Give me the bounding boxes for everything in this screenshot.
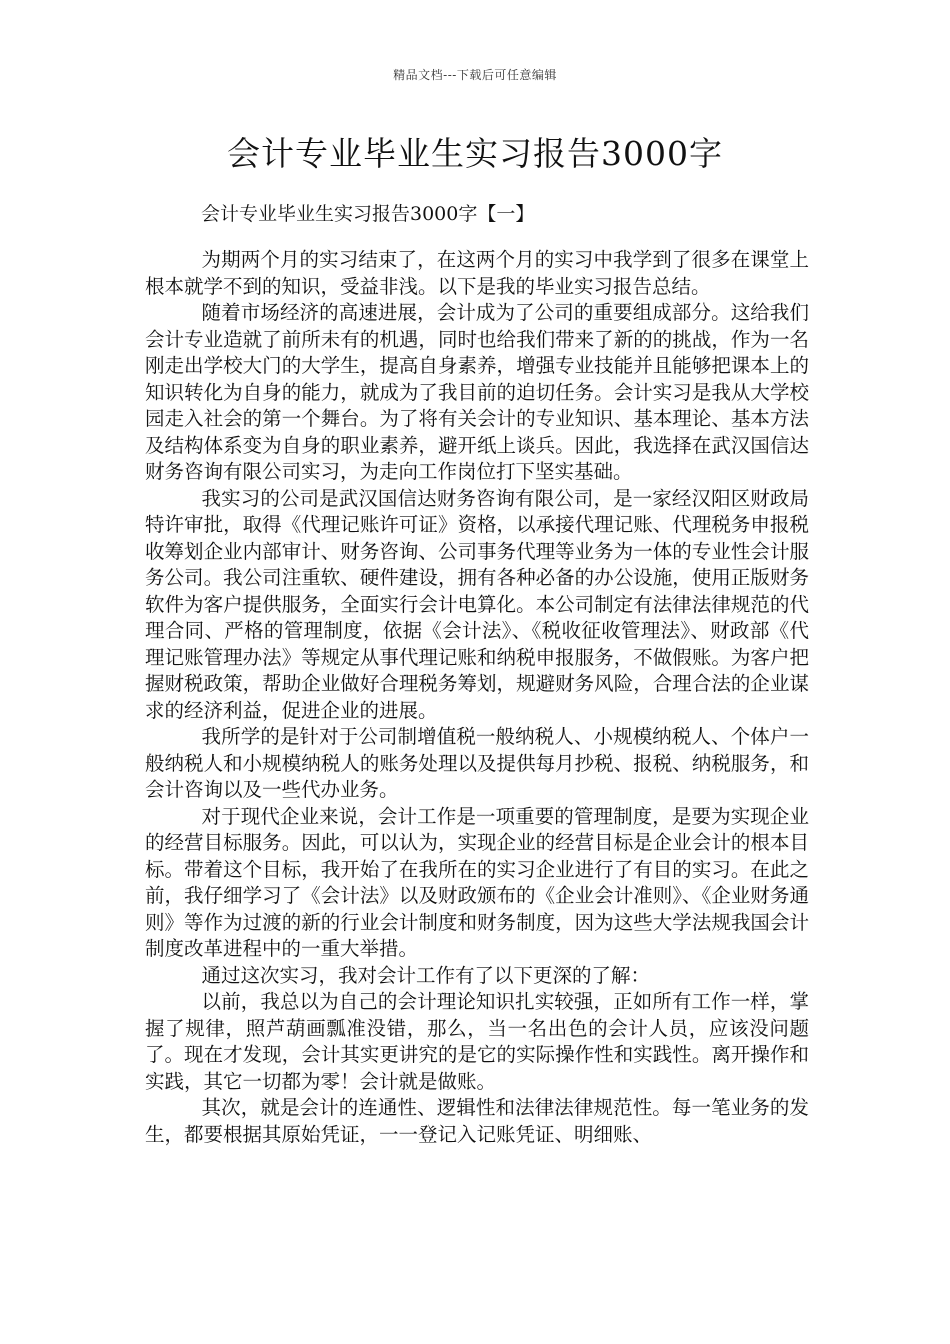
paragraph: 对于现代企业来说，会计工作是一项重要的管理制度，是要为实现企业的经营目标服务。因此，可以认为，实现企业的经营目标是企业会计的根本目标。带着这个目标，我开始了在我所在的实习企业进行了有目的实习。在此之前，我仔细学习了《会计法》以及财政颁布的《企业会计准则》、《企业财务通则》等作为过渡的新的行业会计制度和财务制度，因为这些大学法规我国会计制度改革进程中的一重大举措。 [145,804,809,960]
paragraph: 随着市场经济的高速进展，会计成为了公司的重要组成部分。这给我们会计专业造就了前所未有的机遇，同时也给我们带来了新的的挑战，作为一名刚走出学校大门的大学生，提高自身素养，增强专业技能并且能够把课本上的知识转化为自身的能力，就成为了我目前的迫切任务。会计实习是我从大学校园走入社会的第一个舞台。为了将有关会计的专业知识、基本理论、基本方法及结构体系变为自身的职业素养，避开纸上谈兵。因此，我选择在武汉国信达财务咨询有限公司实习，为走向工作岗位打下坚实基础。 [145,301,809,483]
paragraph: 我实习的公司是武汉国信达财务咨询有限公司，是一家经汉阳区财政局特许审批，取得《代理记账许可证》资格，以承接代理记账、代理税务申报税收筹划企业内部审计、财务咨询、公司事务代理等业务为一体的专业性会计服务公司。我公司注重软、硬件建设，拥有各种必备的办公设施，使用正版财务软件为客户提供服务，全面实行会计电算化。本公司制定有法律法律规范的代理合同、严格的管理制度，依据《会计法》、《税收征收管理法》、财政部《代理记账管理办法》等规定从事代理记账和纳税申报服务，不做假账。为客户把握财税政策，帮助企业做好合理税务筹划，规避财务风险，合理合法的企业谋求的经济利益，促进企业的进展。 [145,486,809,722]
paragraph: 其次，就是会计的连通性、逻辑性和法律法律规范性。每一笔业务的发生，都要根据其原始凭证，一一登记入记账凭证、明细账、 [145,1096,809,1146]
document-title: 会计专业毕业生实习报告3000字 [227,134,723,173]
paragraph: 以前，我总以为自己的会计理论知识扎实较强，正如所有工作一样，掌握了规律，照芦葫画瓢准没错，那么，当一名出色的会计人员，应该没问题了。现在才发现，会计其实更讲究的是它的实际操作性和实践性。离开操作和实践，其它一切都为零！会计就是做账。 [145,990,809,1093]
body-text [145,247,809,1148]
paragraph: 我所学的是针对于公司制增值税一般纳税人、小规模纳税人、个体户一般纳税人和小规模纳税人的账务处理以及提供每月抄税、报税、纳税服务，和会计咨询以及一些代办业务。 [145,725,809,801]
paragraph: 为期两个月的实习结束了，在这两个月的实习中我学到了很多在课堂上根本就学不到的知识，受益非浅。以下是我的毕业实习报告总结。 [145,248,809,298]
header-note: 精品文档---下载后可任意编辑 [393,68,557,82]
section-subtitle: 会计专业毕业生实习报告3000字【一】 [201,203,535,225]
paragraph: 通过这次实习，我对会计工作有了以下更深的了解： [201,963,651,987]
